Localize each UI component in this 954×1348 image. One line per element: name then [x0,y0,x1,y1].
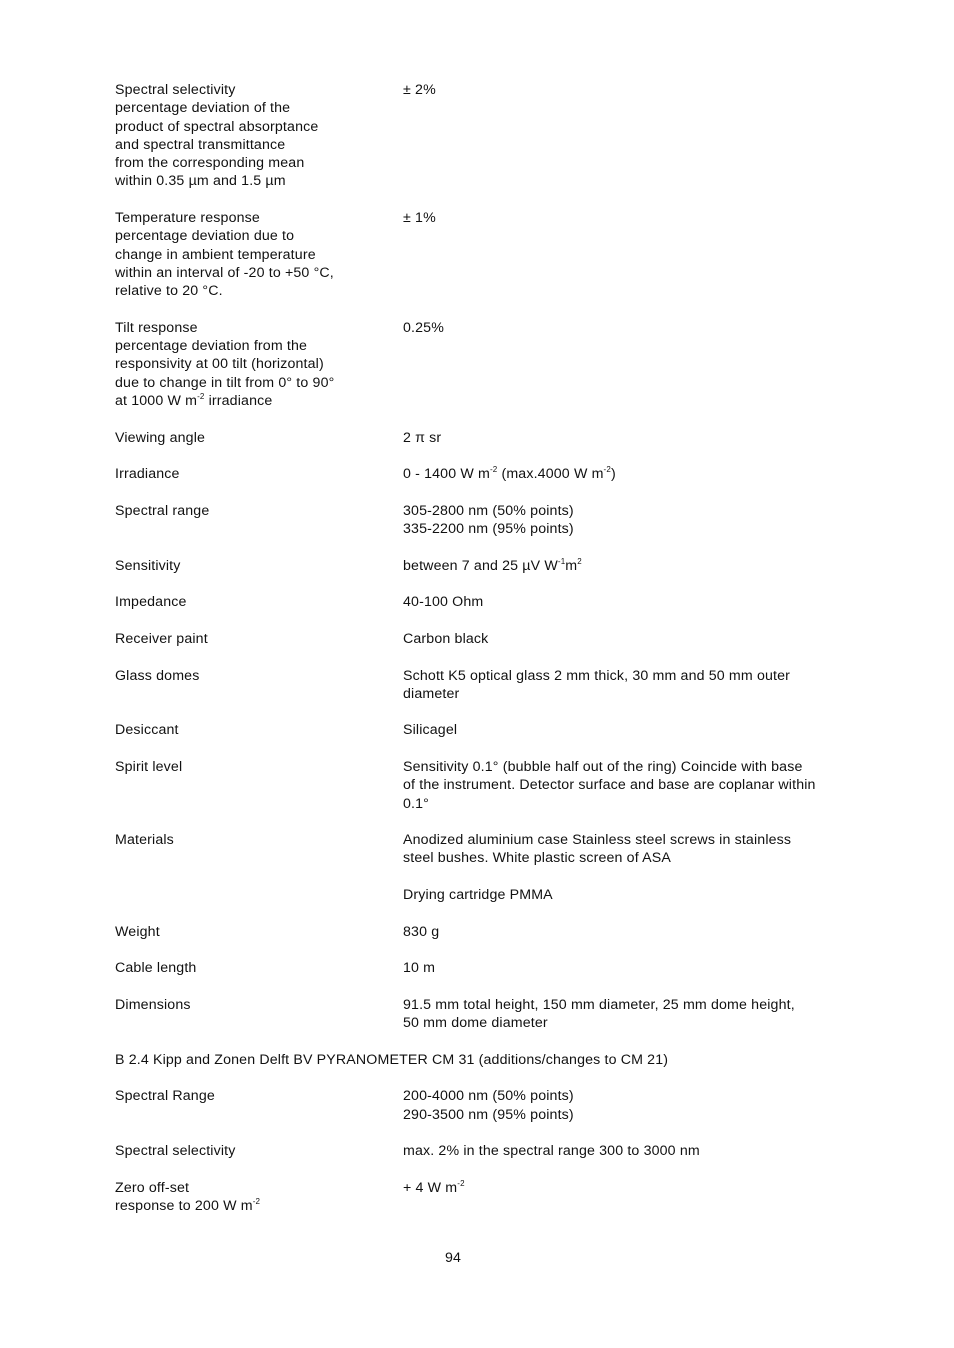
spec-value-line: of the instrument. Detector surface and base are coplanar within [403,777,816,794]
spec-row-spirit-level [115,758,835,813]
spec-label-text: irradiance [204,393,273,410]
spec-value [403,996,827,1033]
spec-value [403,1087,827,1124]
spec-value-paragraph [403,831,827,868]
spec-value-line: 335-2200 nm (95% points) [403,521,574,538]
spec-value: 40-100 Ohm [403,594,484,611]
spec-value: 2 π sr [403,429,442,446]
spec-row-temperature-response [115,209,835,300]
spec-row-weight [115,923,835,941]
spec-row-irradiance [115,465,835,483]
page-number: 94 [444,1250,462,1266]
spec-value-text: m [565,557,578,574]
spec-value-text: ) [610,466,616,483]
spec-label-text: response to 200 W m [115,1198,253,1215]
spec-label: Viewing angle [115,429,206,446]
spec-value-text: between 7 and 25 µV W [403,557,558,574]
spec-row-spectral-selectivity [115,81,835,191]
spec-value [403,831,827,904]
spec-label-line: Temperature response [115,210,260,227]
spec-row-sensitivity [115,557,835,575]
spec-label: Desiccant [115,722,179,739]
spec-value: max. 2% in the spectral range 300 to 3000 nm [403,1143,700,1160]
spec-label: Impedance [115,594,187,611]
spec-document [115,81,835,1234]
spec-label: Receiver paint [115,630,208,647]
spec-label [115,209,403,300]
spec-value-line: Sensitivity 0.1° (bubble half out of the ring) Coincide with base [403,758,803,775]
spec-label: Cable length [115,960,197,977]
spec-label: Sensitivity [115,557,181,574]
spec-row-cm31-spectral-selectivity [115,1142,835,1160]
spec-label-line: Spectral selectivity [115,82,236,98]
spec-value-line: Schott K5 optical glass 2 mm thick, 30 mm and 50 mm outer [403,667,791,684]
spec-value-line: Anodized aluminium case Stainless steel screws in stainless [403,832,792,849]
spec-label: Spectral range [115,502,210,519]
spec-label-line: Zero off-set [115,1179,190,1196]
superscript: 2 [577,556,582,566]
spec-value: 830 g [403,923,440,940]
spec-label: Spectral selectivity [115,1143,236,1160]
spec-value-line: steel bushes. White plastic screen of ASA [403,850,671,867]
spec-value-line: 305-2800 nm (50% points) [403,502,574,519]
spec-row-cm31-zero-offset [115,1179,835,1216]
spec-label-line: change in ambient temperature [115,246,316,263]
spec-label: Weight [115,923,160,940]
spec-label: Materials [115,832,174,849]
spec-value-line: 290-3500 nm (95% points) [403,1106,574,1123]
spec-value: 10 m [403,960,436,977]
spec-value: ± 1% [403,210,436,227]
spec-value-line: diameter [403,685,460,702]
spec-value [403,465,827,483]
spec-value-line: 91.5 mm total height, 150 mm diameter, 25 mm dome height, [403,996,795,1013]
spec-row-impedance [115,593,835,611]
spec-label-line: from the corresponding mean [115,155,305,172]
spec-value: ± 2% [403,82,436,98]
spec-label-line: due to change in tilt from 0° to 90° [115,374,335,391]
spec-row-cable-length [115,959,835,977]
superscript: -2 [252,1197,261,1207]
spec-row-receiver-paint [115,630,835,648]
spec-value-text: (max.4000 W m [497,466,604,483]
spec-label-line: and spectral transmittance [115,136,286,153]
spec-value-line: 50 mm dome diameter [403,1015,548,1032]
spec-value-line: 200-4000 nm (50% points) [403,1088,574,1105]
spec-label-line: percentage deviation of the [115,100,291,117]
spec-label-line [115,392,403,410]
spec-label [115,81,403,191]
spec-row-desiccant [115,721,835,739]
superscript: -2 [489,465,498,475]
spec-value [403,758,827,813]
spec-label-line: relative to 20 °C. [115,283,223,300]
spec-value [403,1179,827,1216]
spec-row-tilt-response [115,319,835,410]
spec-label-text: at 1000 W m [115,393,198,410]
section-heading: B 2.4 Kipp and Zonen Delft BV PYRANOMETER CM 31 (additions/changes to CM 21) [115,1051,669,1068]
spec-row-spectral-range [115,502,835,539]
spec-row-cm31-spectral-range [115,1087,835,1124]
spec-label-line: within an interval of -20 to +50 °C, [115,264,334,281]
spec-label: Irradiance [115,466,180,483]
spec-label [115,319,403,410]
spec-label-line: percentage deviation from the [115,338,308,355]
superscript: -2 [603,465,611,475]
spec-label-line: within 0.35 µm and 1.5 µm [115,173,286,190]
spec-row-dimensions [115,996,835,1033]
spec-value-text: 0 - 1400 W m [403,466,490,483]
spec-value-text: + 4 W m [403,1179,458,1196]
spec-label-line: percentage deviation due to [115,228,295,245]
spec-row-viewing-angle [115,429,835,447]
spec-label-line: Tilt response [115,319,198,336]
superscript: -2 [197,392,205,402]
spec-label: Glass domes [115,667,200,684]
spec-value-line: 0.1° [403,795,429,812]
spec-row-materials [115,831,835,904]
spec-label: Spectral Range [115,1088,215,1105]
spec-value [403,667,827,704]
spec-label-line [115,1197,403,1215]
spec-value-paragraph: Drying cartridge PMMA [403,887,553,904]
spec-value: 0.25% [403,319,444,336]
spec-label-line: responsivity at 00 tilt (horizontal) [115,356,324,373]
spec-label [115,1179,403,1216]
spec-label: Dimensions [115,996,191,1013]
superscript: -2 [457,1178,465,1188]
spec-label-line: product of spectral absorptance [115,118,319,135]
spec-value: Silicagel [403,722,458,739]
spec-row-glass-domes [115,667,835,704]
spec-label: Spirit level [115,758,183,775]
spec-value: Carbon black [403,630,489,647]
spec-value [403,502,827,539]
spec-value [403,557,827,575]
superscript: -1 [557,556,566,566]
